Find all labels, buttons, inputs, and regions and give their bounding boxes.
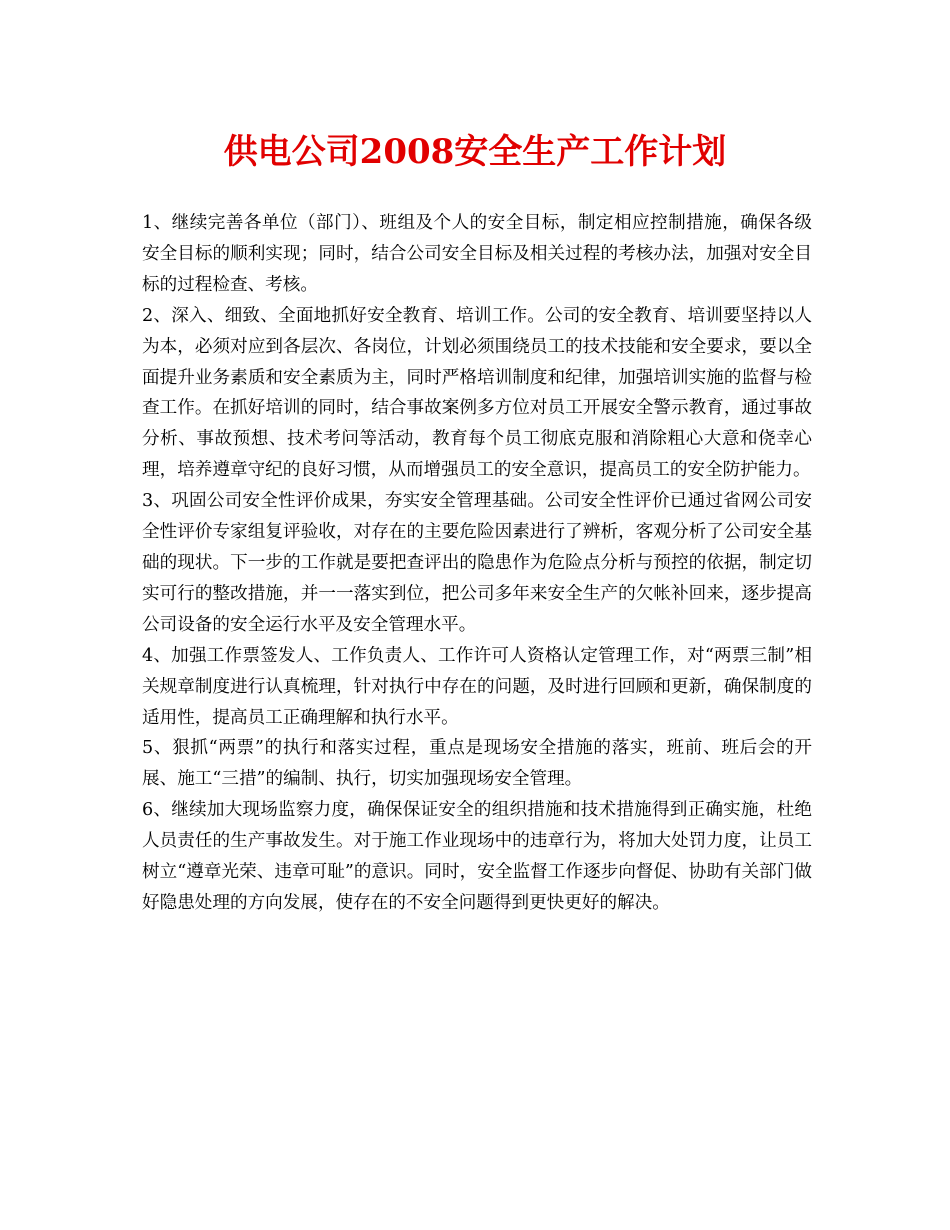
paragraph-5: 5、狠抓“两票”的执行和落实过程，重点是现场安全措施的落实，班前、班后会的开展、施工“三措”的编制、执行，切实加强现场安全管理。 xyxy=(142,738,812,790)
paragraph-3: 3、巩固公司安全性评价成果，夯实安全管理基础。公司安全性评价已通过省网公司安全性评价专家组复评验收，对存在的主要危险因素进行了辨析，客观分析了公司安全基础的现状。下一步的工作就是要把查评出的隐患作为危险点分析与预控的依据，制定切实可行的整改措施，并一一落实到位，把公司多年来安全生产的欠帐补回来，逐步提高公司设备的安全运行水平及安全管理水平。 xyxy=(142,491,812,635)
paragraph-6: 6、继续加大现场监察力度，确保保证安全的组织措施和技术措施得到正确实施，杜绝人员责任的生产事故发生。对于施工作业现场中的违章行为，将加大处罚力度，让员工树立“遵章光荣、违章可耻”的意识。同时，安全监督工作逐步向督促、协助有关部门做好隐患处理的方向发展，使存在的不安全问题得到更快更好的解决。 xyxy=(142,800,812,913)
document-title: 供电公司2008安全生产工作计划 xyxy=(223,132,727,172)
paragraph-1: 1、继续完善各单位（部门）、班组及个人的安全目标，制定相应控制措施，确保各级安全目标的顺利实现；同时，结合公司安全目标及相关过程的考核办法，加强对安全目标的过程检查、考核。 xyxy=(142,213,812,295)
paragraph-2: 2、深入、细致、全面地抓好安全教育、培训工作。公司的安全教育、培训要坚持以人为本，必须对应到各层次、各岗位，计划必须围绕员工的技术技能和安全要求，要以全面提升业务素质和安全素质为主，同时严格培训制度和纪律，加强培训实施的监督与检查工作。在抓好培训的同时，结合事故案例多方位对员工开展安全警示教育，通过事故分析、事故预想、技术考问等活动，教育每个员工彻底克服和消除粗心大意和侥幸心理，培养遵章守纪的良好习惯，从而增强员工的安全意识，提高员工的安全防护能力。 xyxy=(142,305,812,481)
document-body xyxy=(142,208,812,919)
paragraph-4: 4、加强工作票签发人、工作负责人、工作许可人资格认定管理工作，对“两票三制”相关规章制度进行认真梳理，针对执行中存在的问题，及时进行回顾和更新，确保制度的适用性，提高员工正确理解和执行水平。 xyxy=(142,645,812,728)
